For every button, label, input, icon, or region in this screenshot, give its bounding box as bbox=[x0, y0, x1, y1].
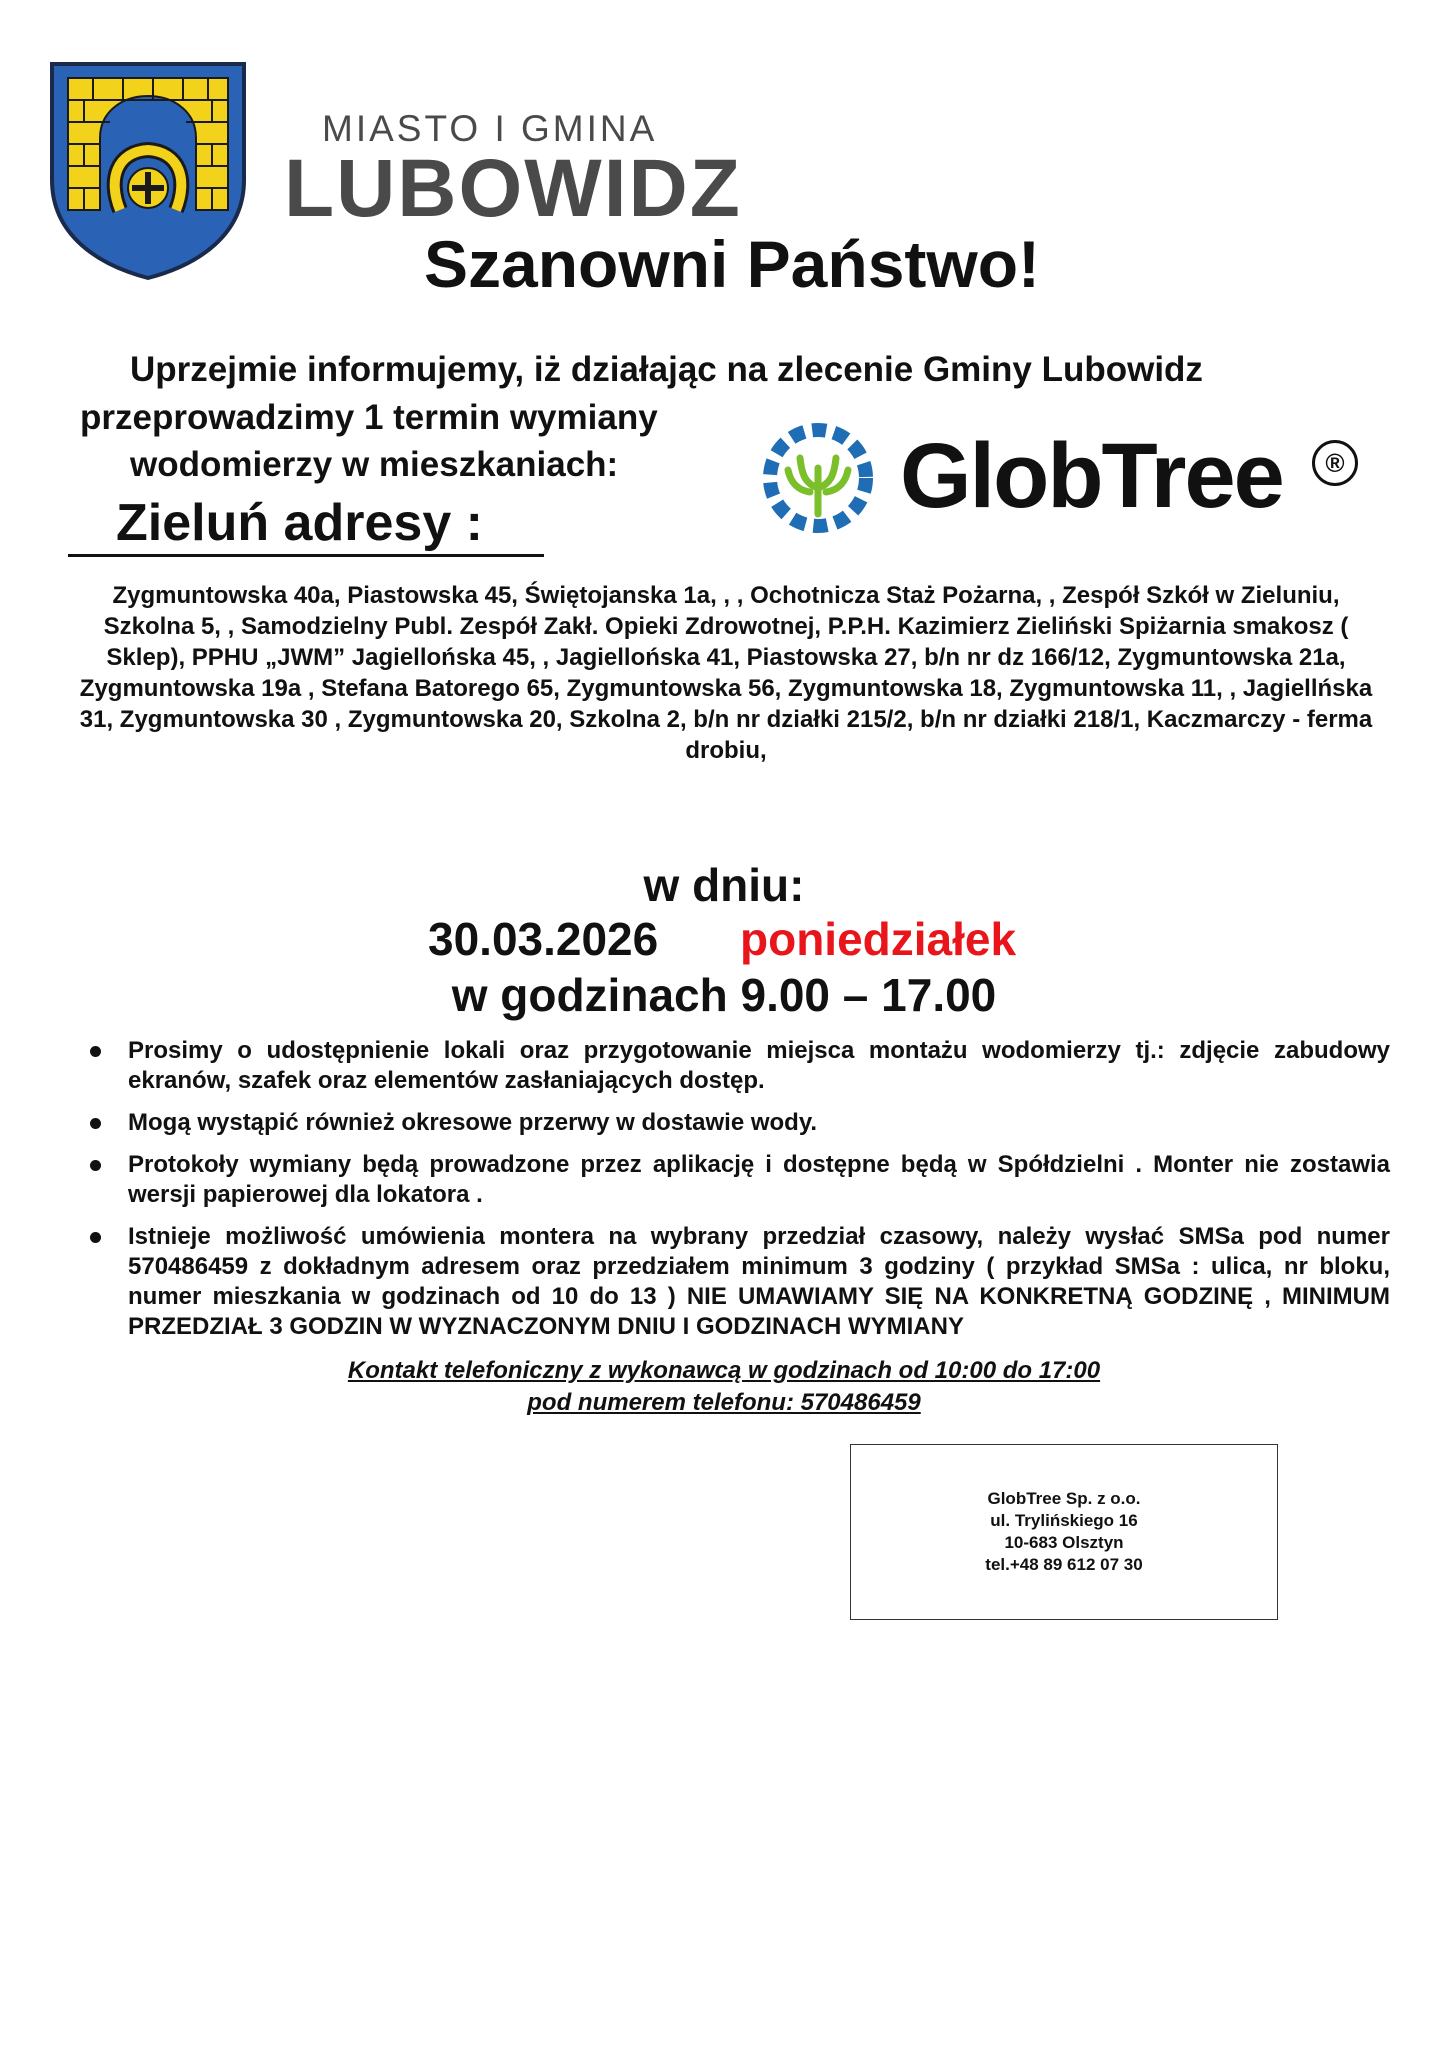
globtree-logo-text: GlobTree bbox=[900, 425, 1283, 527]
schedule-hours: w godzinach 9.00 – 17.00 bbox=[451, 969, 997, 1021]
info-bullet bbox=[90, 1036, 1390, 1096]
globtree-logo-icon bbox=[758, 418, 878, 538]
address-list: Zygmuntowska 40a, Piastowska 45, Świętojanska 1a, , , Ochotnicza Staż Pożarna, , Zespół Szkół w Zieluniu, Szkolna 5, , Samodzielny Publ. Zespół Zakł. Opieki Zdrowotnej, P.P.H. Kazimierz Zieliński Spiżarnia smakosz ( Sklep), PPHU „JWM” Jagiellońska 45, , Jagiellońska 41, Piastowska 27, b/n nr dz 166/12, Zygmuntowska 21a, Zygmuntowska 19a , Stefana Batorego 65, Zygmuntowska 56, Zygmuntowska 18, Zygmuntowska 11, , Jagiellńska 31, Zygmuntowska 30 , Zygmuntowska 20, Szkolna 2, b/n nr działki 215/2, b/n nr działki 218/1, Kaczmarczy - ferma drobiu, bbox=[79, 582, 1373, 764]
info-bullet bbox=[90, 1108, 1390, 1138]
intro-line-2: przeprowadzimy 1 termin wymiany bbox=[80, 398, 658, 437]
info-bullet-list bbox=[90, 1036, 1390, 1354]
info-bullet bbox=[90, 1222, 1390, 1342]
company-address-box bbox=[850, 1444, 1278, 1620]
bullet-icon bbox=[90, 1046, 101, 1057]
intro-line-1: Uprzejmie informujemy, iż działając na zlecenie Gminy Lubowidz bbox=[130, 350, 1203, 389]
intro-line-3: wodomierzy w mieszkaniach: bbox=[130, 445, 619, 484]
village-heading: Zieluń adresy : bbox=[68, 492, 544, 557]
bullet-icon bbox=[90, 1118, 101, 1129]
municipality-label: MIASTO I GMINA bbox=[322, 108, 658, 149]
schedule-label: w dniu: bbox=[643, 859, 805, 911]
bullet-text: Istnieje możliwość umówienia montera na wybrany przedział czasowy, należy wysłać SMSa pod numer 570486459 z dokładnym adresem oraz przedziałem minimum 3 godziny ( przykład SMSa : ulica, nr bloku, numer mieszkania w godzinach od 10 do 13 ) NIE UMAWIAMY SIĘ NA KONKRETNĄ GODZINĘ , MINIMUM PRZEDZIAŁ 3 GODZIN W WYZNACZONYM DNIU I GODZINACH WYMIANY bbox=[128, 1223, 1390, 1340]
schedule-weekday: poniedziałek bbox=[740, 913, 1017, 965]
bullet-icon bbox=[90, 1232, 101, 1243]
bullet-text: Mogą wystąpić również okresowe przerwy w dostawie wody. bbox=[128, 1109, 818, 1136]
contact-phone: pod numerem telefonu: 570486459 bbox=[527, 1389, 921, 1416]
page-title: Szanowni Państwo! bbox=[423, 227, 1041, 301]
registered-mark: ® bbox=[1312, 440, 1358, 486]
info-bullet bbox=[90, 1150, 1390, 1210]
bullet-text: Prosimy o udostępnienie lokali oraz przygotowanie miejsca montażu wodomierzy tj.: zdjęcie zabudowy ekranów, szafek oraz elementów zasłaniających dostęp. bbox=[128, 1037, 1390, 1094]
bullet-icon bbox=[90, 1160, 101, 1171]
schedule-date: 30.03.2026 bbox=[428, 913, 659, 965]
company-name: GlobTree Sp. z o.o. bbox=[987, 1489, 1141, 1508]
bullet-text: Protokoły wymiany będą prowadzone przez aplikację i dostępne będą w Spółdzielni . Monter nie zostawia wersji papierowej dla lokatora . bbox=[128, 1151, 1390, 1208]
company-phone: tel.+48 89 612 07 30 bbox=[985, 1555, 1143, 1574]
company-street: ul. Trylińskiego 16 bbox=[990, 1511, 1138, 1530]
company-city: 10-683 Olsztyn bbox=[1004, 1533, 1124, 1552]
contact-hours: Kontakt telefoniczny z wykonawcą w godzinach od 10:00 do 17:00 bbox=[347, 1357, 1101, 1384]
municipality-name: LUBOWIDZ bbox=[284, 143, 742, 234]
